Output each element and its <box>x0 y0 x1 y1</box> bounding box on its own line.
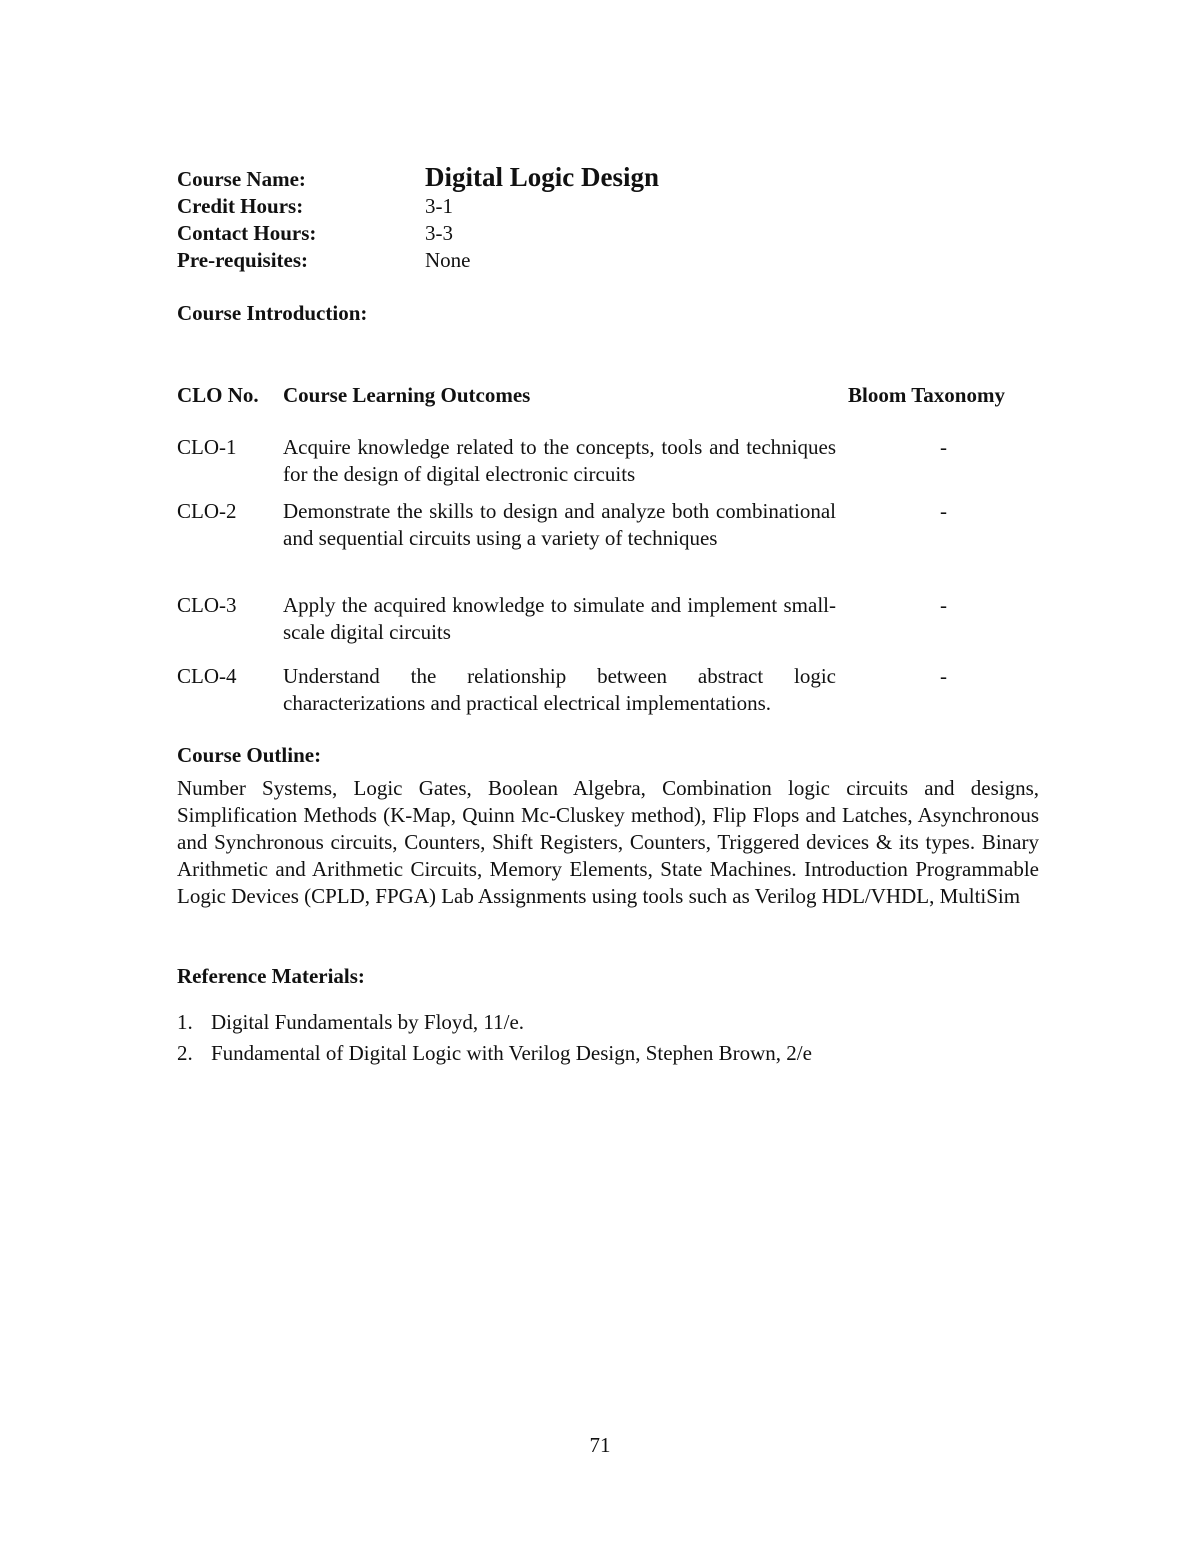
clo-number: CLO-3 <box>177 593 237 617</box>
reference-text: Fundamental of Digital Logic with Verilog Design, Stephen Brown, 2/e <box>211 1041 812 1065</box>
clo-row <box>177 498 1037 582</box>
list-item <box>177 1038 1039 1069</box>
clo-number: CLO-1 <box>177 435 237 459</box>
reference-text: Digital Fundamentals by Floyd, 11/e. <box>211 1010 525 1034</box>
clo-row <box>177 592 1037 648</box>
clo-number: CLO-4 <box>177 664 237 688</box>
credit-hours-value: 3-1 <box>425 194 453 218</box>
course-name-row <box>177 162 659 190</box>
course-introduction-heading: Course Introduction: <box>177 301 368 325</box>
clo-outcome-header: Course Learning Outcomes <box>283 383 531 407</box>
page-number: 71 <box>589 1433 611 1457</box>
clo-bloom-header: Bloom Taxonomy <box>848 383 1005 407</box>
course-name-label: Course Name: <box>177 167 306 191</box>
reference-list <box>177 1007 1039 1069</box>
clo-bloom-value: - <box>940 435 947 459</box>
prerequisites-value: None <box>425 248 471 272</box>
clo-no-header: CLO No. <box>177 383 259 407</box>
reference-number: 1. <box>177 1010 193 1034</box>
contact-hours-row <box>177 221 453 249</box>
list-item <box>177 1007 1039 1038</box>
clo-table-header <box>177 383 1037 411</box>
prerequisites-row <box>177 248 471 276</box>
clo-number: CLO-2 <box>177 499 237 523</box>
contact-hours-label: Contact Hours: <box>177 221 317 245</box>
clo-outcome-text: Apply the acquired knowledge to simulate and implement small-scale digital circuits <box>283 593 836 644</box>
clo-bloom-value: - <box>940 593 947 617</box>
reference-materials-heading: Reference Materials: <box>177 964 365 988</box>
credit-hours-row <box>177 194 453 222</box>
clo-bloom-value: - <box>940 499 947 523</box>
prerequisites-label: Pre-requisites: <box>177 248 309 272</box>
course-outline-text: Number Systems, Logic Gates, Boolean Algebra, Combination logic circuits and designs, Simplification Methods (K-Map, Quinn Mc-Cluskey method), Flip Flops and Latches, Asynchronous and Synchronous circuits, Counters, Shift Registers, Counters, Triggered devices & its types. Binary Arithmetic and Arithmetic Circuits, Memory Elements, State Machines. Introduction Programmable Logic Devices (CPLD, FPGA) Lab Assignments using tools such as Verilog HDL/VHDL, MultiSim <box>177 776 1039 908</box>
course-name-value: Digital Logic Design <box>425 162 659 192</box>
reference-number: 2. <box>177 1041 193 1065</box>
contact-hours-value: 3-3 <box>425 221 453 245</box>
credit-hours-label: Credit Hours: <box>177 194 304 218</box>
clo-outcome-text: Acquire knowledge related to the concepts, tools and techniques for the design of digital electronic circuits <box>283 435 836 486</box>
clo-outcome-text: Demonstrate the skills to design and analyze both combinational and sequential circuits using a variety of techniques <box>283 499 836 550</box>
clo-outcome-text: Understand the relationship between abstract logic characterizations and practical electrical implementations. <box>283 664 836 715</box>
clo-row <box>177 663 1037 719</box>
course-outline-heading: Course Outline: <box>177 743 322 767</box>
clo-bloom-value: - <box>940 664 947 688</box>
clo-row <box>177 434 1037 490</box>
